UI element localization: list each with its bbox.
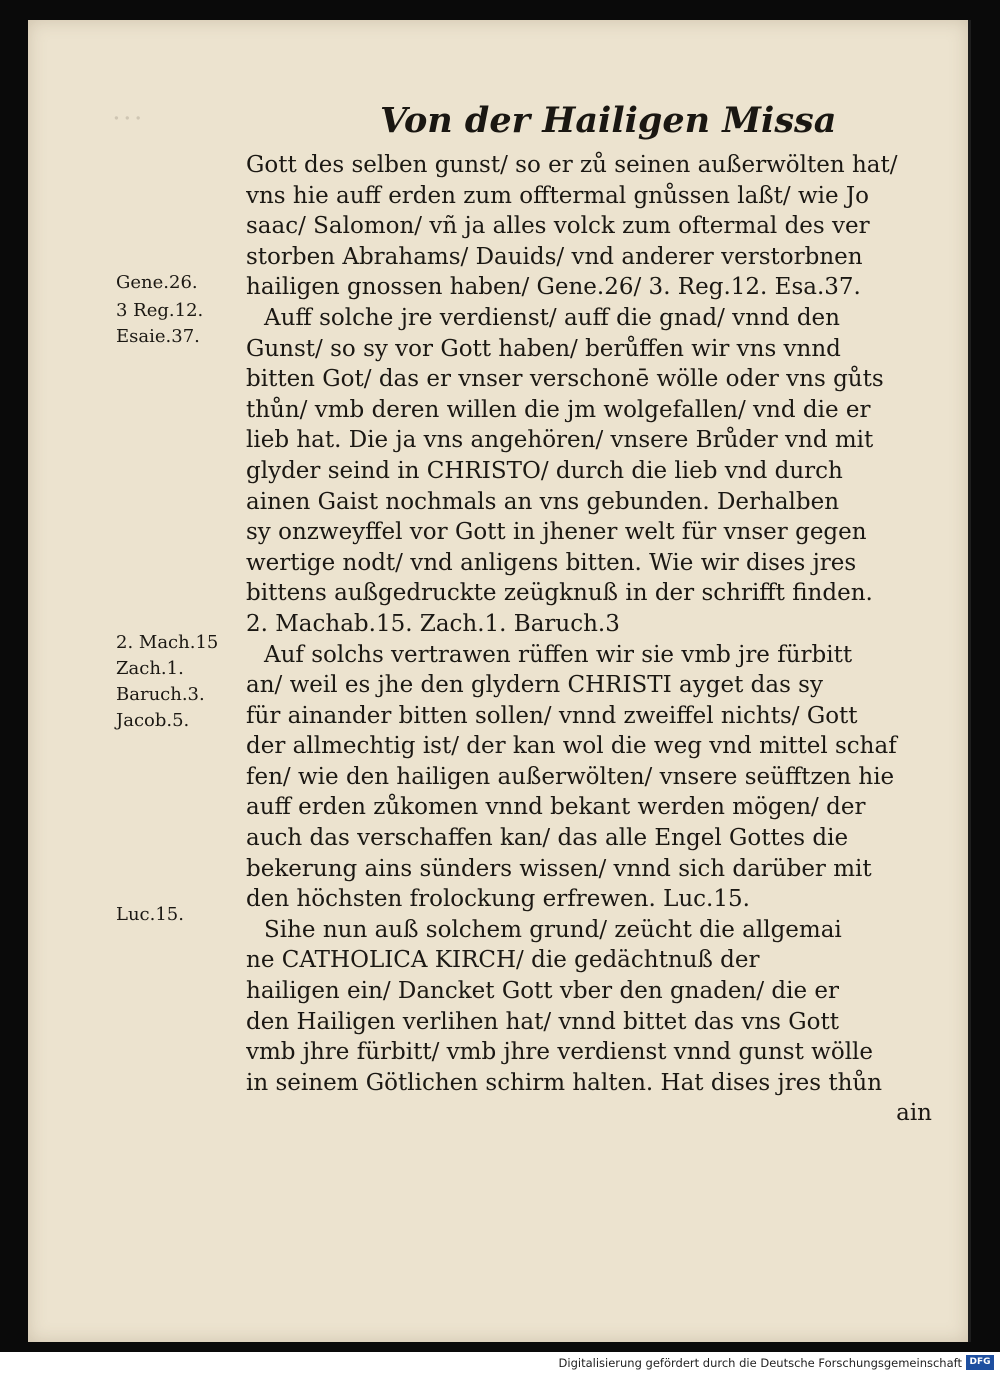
text-line: auch das verschaffen kan/ das alle Engel Gottes die — [246, 825, 849, 852]
text-line: den höchsten frolockung erfrewen. Luc.15. — [246, 886, 750, 913]
margin-note-esaie: Esaie.37. — [116, 326, 200, 347]
text-line: storben Abrahams/ Dauids/ vnd anderer verstorbnen — [246, 243, 863, 270]
text-line: hailigen ein/ Dancket Gott vber den gnaden/ die er — [246, 978, 840, 1005]
text-line: an/ weil es jhe den glydern CHRISTI ayget das sy — [246, 672, 823, 699]
margin-note-reg: 3 Reg.12. — [116, 300, 204, 321]
text-line: thůn/ vmb deren willen die jm wolgefallen/ vnd die er — [246, 396, 871, 423]
text-line: ainen Gaist nochmals an vns gebunden. Derhalben — [246, 488, 840, 515]
funding-credit: Digitalisierung gefördert durch die Deutsche Forschungsgemeinschaft — [558, 1356, 962, 1370]
text-line: 2. Machab.15. Zach.1. Baruch.3 — [246, 610, 620, 637]
text-line: fen/ wie den hailigen außerwölten/ vnsere seüfftzen hie — [246, 763, 895, 790]
margin-note-baruch: Baruch.3. — [116, 684, 205, 705]
text-line: hailigen gnossen haben/ Gene.26/ 3. Reg.12. Esa.37. — [246, 274, 861, 301]
margin-note-jacob: Jacob.5. — [116, 710, 190, 731]
text-line: in seinem Götlichen schirm halten. Hat dises jres thůn — [246, 1069, 883, 1096]
text-line: Gunst/ so sy vor Gott haben/ berůffen wir vns vnnd — [246, 335, 841, 362]
text-line: ain — [896, 1100, 932, 1127]
text-line: der allmechtig ist/ der kan wol die weg vnd mittel schaf — [246, 733, 897, 760]
text-line: für ainander bitten sollen/ vnnd zweiffel nichts/ Gott — [246, 702, 858, 729]
text-line: Auf solchs vertrawen rüffen wir sie vmb jre fürbitt — [264, 641, 853, 668]
text-line: auff erden zůkomen vnnd bekant werden mögen/ der — [246, 794, 866, 821]
text-line: glyder seind in CHRISTO/ durch die lieb vnd durch — [246, 457, 843, 484]
text-line: saac/ Salomon/ vñ ja alles volck zum oftermal des ver — [246, 213, 870, 240]
text-line: ne CATHOLICA KIRCH/ die gedächtnuß der — [246, 947, 760, 974]
running-header: Von der Hailigen Missa — [380, 100, 837, 141]
text-line: bitten Got/ das er vnser verschonē wölle oder vns gůts — [246, 366, 884, 393]
margin-note-luc: Luc.15. — [116, 904, 184, 925]
text-line: bekerung ains sünders wissen/ vnnd sich darüber mit — [246, 855, 872, 882]
dfg-logo: DFG — [966, 1355, 994, 1370]
text-line: Sihe nun auß solchem grund/ zeücht die allgemai — [264, 916, 842, 943]
text-line: den Hailigen verlihen hat/ vnnd bittet das vns Gott — [246, 1008, 840, 1035]
footer-bar — [0, 1352, 1000, 1375]
text-line: vmb jhre fürbitt/ vmb jhre verdienst vnnd gunst wölle — [246, 1039, 874, 1066]
faded-page-mark: ⋅⋅⋅ — [112, 104, 145, 134]
margin-note-mach: 2. Mach.15 — [116, 632, 219, 653]
text-line: vns hie auff erden zum offtermal gnůssen laßt/ wie Jo — [246, 182, 869, 209]
text-line: Auff solche jre verdienst/ auff die gnad/ vnnd den — [264, 304, 840, 331]
text-line: lieb hat. Die ja vns angehören/ vnsere Brůder vnd mit — [246, 427, 874, 454]
text-line: Gott des selben gunst/ so er zů seinen außerwölten hat/ — [246, 152, 898, 178]
text-line: bittens außgedruckte zeügknuß in der schrifft finden. — [246, 580, 873, 607]
margin-note-zach: Zach.1. — [116, 658, 184, 679]
text-line: wertige nodt/ vnd anligens bitten. Wie wir dises jres — [246, 549, 857, 576]
body-text — [246, 150, 946, 1129]
text-line: sy onzweyffel vor Gott in jhener welt für vnser gegen — [246, 519, 867, 546]
margin-note-gene: Gene.26. — [116, 272, 198, 293]
